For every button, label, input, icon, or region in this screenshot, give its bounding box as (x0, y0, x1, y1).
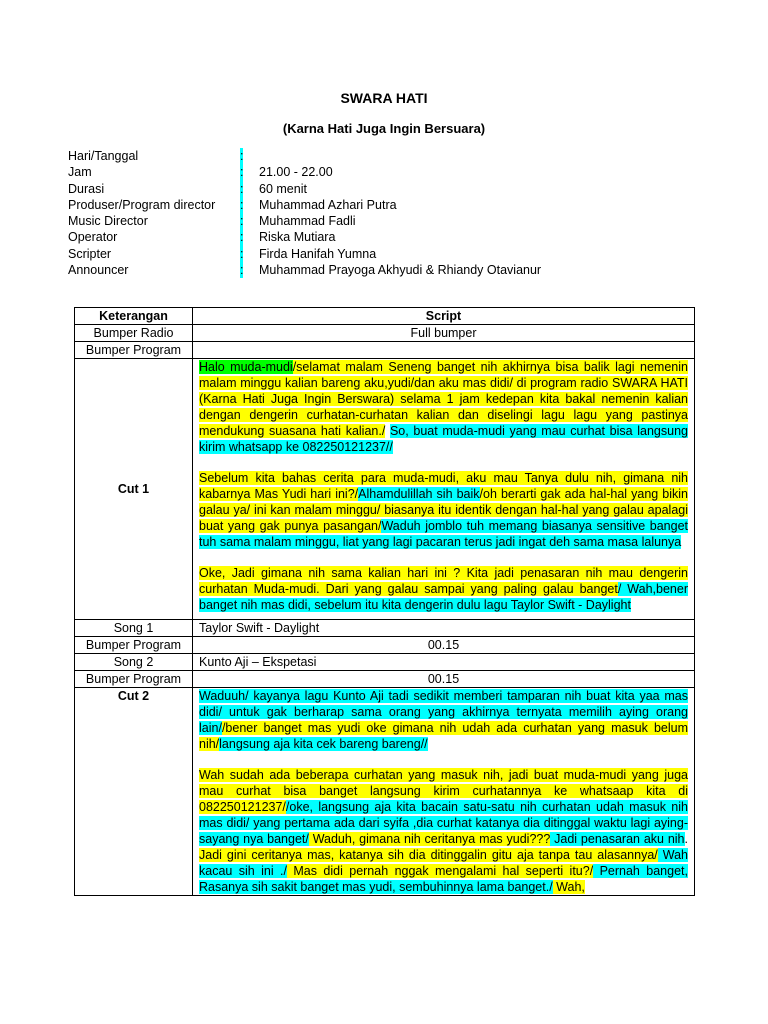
highlight-cyan: Waduh jomblo tuh memang biasanya sensitive banget tuh sama malam minggu, liat yang lagi pacaran terus jadi ingat deh sama masa lalunya (199, 519, 688, 549)
highlight-cyan: Wah kacau sih ini ./ (199, 848, 688, 878)
highlight-cyan: / Wah,bener banget nih mas didi, sebelum itu kita dengerin dulu lagu Taylor Swift - Daylight (199, 582, 688, 612)
plain-text: . (684, 832, 688, 846)
highlight-yellow: Waduh, gimana nih ceritanya mas yudi??? (308, 832, 551, 846)
table-row (75, 671, 695, 688)
row-value: Kunto Aji – Ekspetasi (193, 654, 695, 671)
info-colon: : (240, 230, 244, 245)
highlight-yellow: /bener banget mas yudi oke gimana nih udah ada curhatan yang masuk belum nih/ (199, 721, 688, 751)
highlight-yellow: Jadi gini ceritanya mas, katanya sih dia ditinggalin gitu aja tanpa tau alasannya/ (199, 848, 658, 862)
info-key: Announcer (68, 263, 129, 278)
highlight-cyan: Alhamdulillah sih baik (358, 487, 480, 501)
info-key: Durasi (68, 181, 105, 196)
info-key: Jam (68, 165, 92, 180)
table-row (75, 620, 695, 637)
info-value: 21.00 - 22.00 (259, 165, 333, 180)
document-title: SWARA HATI (340, 90, 428, 106)
info-value: Firda Hanifah Yumna (259, 246, 377, 261)
info-key: Produser/Program director (68, 197, 216, 212)
highlight-cyan: /oke, langsung aja kita bacain satu-satu nih curhatan udah masuk nih mas didi/ yang pertama ada dari syifa ,dia curhat katanya dia ditinggal waktu lagi aying-sayang nya banget/ (199, 800, 688, 846)
script-paragraph (199, 565, 688, 613)
row-value: 00.15 (193, 671, 695, 688)
info-key: Scripter (68, 246, 112, 261)
row-label: Cut 1 (75, 359, 193, 620)
cut-1-script (193, 359, 695, 620)
row-label: Cut 2 (75, 688, 193, 896)
info-colon: : (240, 181, 244, 196)
info-key: Operator (68, 230, 118, 245)
info-value: 60 menit (259, 181, 307, 196)
highlight-yellow: Oke, Jadi gimana nih sama kalian hari ini ? Kita jadi penasaran nih mau dengerin curhatan Muda-mudi. Dari yang galau sampai yang paling galau banget (199, 566, 688, 596)
info-colon: : (240, 165, 244, 180)
info-colon: : (240, 214, 244, 229)
table-row (75, 637, 695, 654)
script-paragraph (199, 688, 688, 752)
row-label: Song 2 (75, 654, 193, 671)
script-paragraph (199, 359, 688, 455)
info-value: Muhammad Fadli (259, 214, 356, 229)
info-value: Riska Mutiara (259, 230, 336, 245)
info-key: Hari/Tanggal (68, 149, 139, 163)
row-label: Song 1 (75, 620, 193, 637)
row-label: Bumper Radio (75, 325, 193, 342)
info-colon: : (240, 246, 244, 261)
highlight-cyan: langsung aja kita cek bareng bareng// (219, 737, 428, 751)
table-row (75, 342, 695, 359)
row-value: Full bumper (193, 325, 695, 342)
table-row (75, 325, 695, 342)
info-colon: : (240, 263, 244, 278)
row-value: Taylor Swift - Daylight (193, 620, 695, 637)
highlight-yellow: Wah sudah ada beberapa curhatan yang masuk nih, jadi buat muda-mudi yang juga mau curhat bisa banget langsung kirim curhatannya ke whatsaap kita di 082250121237/ (199, 768, 688, 814)
info-colon: : (240, 197, 244, 212)
table-row (75, 654, 695, 671)
info-value: Muhammad Prayoga Akhyudi & Rhiandy Otavianur (259, 263, 542, 278)
highlight-cyan: So, buat muda-mudi yang mau curhat bisa langsung kirim whatsapp ke 082250121237// (199, 424, 688, 454)
highlight-yellow: Mas didi pernah nggak mengalami hal seperti itu?/ (286, 864, 594, 878)
script-paragraph (199, 767, 688, 895)
highlight-cyan: Pernah banget, Rasanya sih sakit banget mas yudi, sembuhinnya lama banget./ (199, 864, 688, 894)
info-key: Music Director (68, 214, 148, 229)
row-value: 00.15 (193, 637, 695, 654)
table-row-cut-1 (75, 359, 695, 620)
script-paragraph (199, 470, 688, 550)
highlight-yellow: /oh berarti gak ada hal-hal yang bikin galau ya/ ini kan malam minggu/ biasanya itu identik dengan hal-hal yang galau apalagi buat yang gak punya pasangan/ (199, 487, 689, 533)
row-label: Bumper Program (75, 671, 193, 688)
row-label: Bumper Program (75, 342, 193, 359)
script-table (74, 307, 695, 896)
highlight-cyan: Jadi penasaran aku nih (550, 832, 685, 846)
row-value (193, 342, 695, 359)
info-colon: : (240, 149, 244, 163)
table-row-cut-2 (75, 688, 695, 896)
highlight-cyan: Waduuh/ kayanya lagu Kunto Aji tadi sedikit memberi tamparan nih buat kita yaa mas didi/ untuk gak berharap sama orang yang akhirnya ternyata memilih aying orang lain/ (199, 689, 688, 735)
highlight-yellow: Wah, (552, 880, 585, 894)
cut-2-script (193, 688, 695, 896)
highlight-yellow: Sebelum kita bahas cerita para muda-mudi, aku mau Tanya dulu nih, gimana nih kabarnya Mas Yudi hari ini?/ (199, 471, 688, 501)
document-subtitle: (Karna Hati Juga Ingin Bersuara) (282, 121, 486, 136)
info-value: Muhammad Azhari Putra (259, 197, 397, 212)
header-script: Script (193, 308, 695, 325)
row-label: Bumper Program (75, 637, 193, 654)
table-header-row (75, 308, 695, 325)
highlight-green: Halo muda-mudi (199, 360, 293, 374)
header-keterangan: Keterangan (75, 308, 193, 325)
highlight-yellow: /selamat malam Seneng banget nih akhirnya bisa balik lagi nemenin malam minggu kalian bareng aku,yudi/dan aku mas didi/ di program radio SWARA HATI (Karna Hati Juga Ingin Berswara) selama 1 jam kedepan kita bakal nemenin kalian dengan dengerin curhatan-curhatan kalian dan diselingi lagu lagu yang pastinya mendukung suasana hati kalian./ (199, 360, 688, 438)
